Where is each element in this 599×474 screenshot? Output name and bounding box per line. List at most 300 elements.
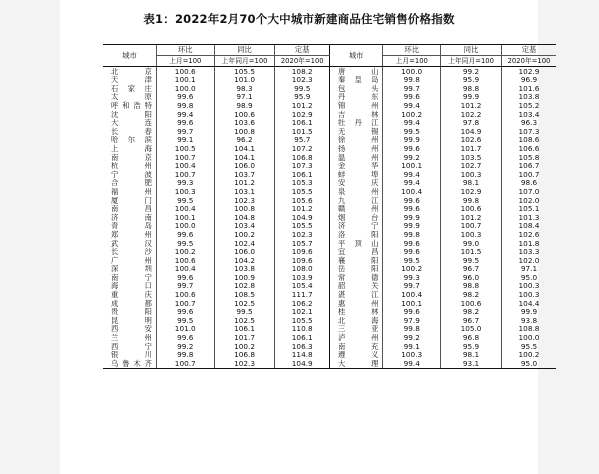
yoy-cell: 100.6 xyxy=(441,299,502,308)
table-row xyxy=(103,196,556,205)
city-cell: 济南 xyxy=(111,213,152,222)
city-cell: 温州 xyxy=(337,152,379,162)
city-cell: 锦州 xyxy=(337,101,379,110)
base-cell: 100.7 xyxy=(501,170,556,179)
city-cell: 深圳 xyxy=(111,264,152,274)
table-row xyxy=(103,144,556,153)
mom-cell: 99.6 xyxy=(156,333,214,342)
column-header-base: 定基 xyxy=(501,45,556,56)
city-cell: 南充 xyxy=(337,342,379,351)
mom-cell: 100.4 xyxy=(383,187,441,196)
yoy-cell: 97.8 xyxy=(441,119,502,128)
mom-cell: 99.8 xyxy=(156,101,214,110)
base-cell: 96.9 xyxy=(501,76,556,85)
base-cell: 106.1 xyxy=(275,170,329,179)
yoy-cell: 100.6 xyxy=(214,110,275,119)
base-cell: 102.9 xyxy=(275,110,329,119)
base-cell: 100.3 xyxy=(501,290,556,299)
mom-cell: 100.1 xyxy=(156,76,214,85)
city-cell: 上海 xyxy=(111,144,152,153)
table-row xyxy=(103,265,556,274)
table-row xyxy=(103,67,556,76)
yoy-cell: 100.2 xyxy=(214,230,275,239)
base-cell: 101.5 xyxy=(275,127,329,136)
base-cell: 95.7 xyxy=(275,136,329,145)
base-cell: 98.6 xyxy=(501,179,556,188)
base-cell: 107.3 xyxy=(501,127,556,136)
city-cell: 蚌埠 xyxy=(337,170,379,179)
mom-cell: 100.0 xyxy=(383,67,441,76)
mom-cell: 99.6 xyxy=(156,273,214,282)
yoy-cell: 98.2 xyxy=(441,308,502,317)
yoy-cell: 104.1 xyxy=(214,153,275,162)
mom-cell: 100.5 xyxy=(156,144,214,153)
city-cell: 西宁 xyxy=(111,342,152,351)
mom-cell: 99.7 xyxy=(383,282,441,291)
subheader-yoy: 上年同月=100 xyxy=(441,56,502,67)
city-cell: 泉州 xyxy=(337,187,379,196)
city-cell: 秦皇岛 xyxy=(337,75,379,85)
table-row xyxy=(103,127,556,136)
mom-cell: 99.7 xyxy=(383,84,441,93)
mom-cell: 99.6 xyxy=(383,308,441,317)
base-cell: 105.6 xyxy=(275,196,329,205)
column-header-yoy: 同比 xyxy=(441,45,502,56)
header-row xyxy=(103,45,556,56)
yoy-cell: 103.1 xyxy=(214,187,275,196)
city-cell: 包头 xyxy=(337,84,379,93)
mom-cell: 100.3 xyxy=(383,351,441,360)
base-cell: 95.5 xyxy=(501,342,556,351)
city-cell: 遵义 xyxy=(337,350,379,360)
yoy-cell: 103.6 xyxy=(214,119,275,128)
column-header-mom: 环比 xyxy=(383,45,441,56)
yoy-cell: 103.7 xyxy=(214,170,275,179)
table-row xyxy=(103,230,556,239)
mom-cell: 99.5 xyxy=(383,256,441,265)
city-cell: 南宁 xyxy=(111,273,152,282)
base-cell: 109.6 xyxy=(275,256,329,265)
city-cell: 襄阳 xyxy=(337,256,379,265)
city-cell: 福州 xyxy=(111,187,152,196)
yoy-cell: 98.1 xyxy=(441,351,502,360)
city-cell: 桂林 xyxy=(337,307,379,317)
base-cell: 107.3 xyxy=(275,162,329,171)
mom-cell: 99.2 xyxy=(383,333,441,342)
base-cell: 102.3 xyxy=(275,76,329,85)
table-row xyxy=(103,170,556,179)
mom-cell: 99.4 xyxy=(383,179,441,188)
yoy-cell: 103.4 xyxy=(214,222,275,231)
city-cell: 平顶山 xyxy=(337,238,379,248)
city-cell: 无锡 xyxy=(337,127,379,136)
yoy-cell: 108.5 xyxy=(214,290,275,299)
mom-cell: 99.1 xyxy=(156,136,214,145)
table-row xyxy=(103,247,556,256)
base-cell: 95.0 xyxy=(501,359,556,368)
mom-cell: 100.4 xyxy=(156,265,214,274)
column-header-yoy: 同比 xyxy=(214,45,275,56)
mom-cell: 99.6 xyxy=(156,308,214,317)
yoy-cell: 100.3 xyxy=(441,170,502,179)
base-cell: 103.3 xyxy=(501,247,556,256)
table-row xyxy=(103,290,556,299)
yoy-cell: 102.4 xyxy=(214,239,275,248)
mom-cell: 97.9 xyxy=(383,316,441,325)
yoy-cell: 101.5 xyxy=(441,247,502,256)
city-cell: 常德 xyxy=(337,273,379,282)
yoy-cell: 97.1 xyxy=(214,93,275,102)
yoy-cell: 100.2 xyxy=(214,342,275,351)
mom-cell: 100.6 xyxy=(156,256,214,265)
table-row xyxy=(103,136,556,145)
subheader-base: 2020年=100 xyxy=(501,56,556,67)
city-cell: 湛江 xyxy=(337,290,379,300)
base-cell: 106.8 xyxy=(275,153,329,162)
mom-cell: 99.6 xyxy=(156,119,214,128)
city-cell: 吉林 xyxy=(337,109,379,119)
base-cell: 95.0 xyxy=(501,273,556,282)
table-row xyxy=(103,76,556,85)
table-row xyxy=(103,101,556,110)
mom-cell: 100.7 xyxy=(156,153,214,162)
subheader-yoy: 上年同月=100 xyxy=(214,56,275,67)
base-cell: 104.4 xyxy=(501,299,556,308)
mom-cell: 100.0 xyxy=(156,84,214,93)
base-cell: 108.8 xyxy=(501,325,556,334)
column-header-city: 城市 xyxy=(103,45,156,67)
yoy-cell: 101.2 xyxy=(441,213,502,222)
city-cell: 昆明 xyxy=(111,316,152,325)
mom-cell: 99.5 xyxy=(156,316,214,325)
yoy-cell: 96.8 xyxy=(441,333,502,342)
mom-cell: 100.7 xyxy=(156,170,214,179)
yoy-cell: 102.5 xyxy=(214,316,275,325)
yoy-cell: 104.1 xyxy=(214,144,275,153)
city-cell: 徐州 xyxy=(337,135,379,145)
city-cell: 岳阳 xyxy=(337,264,379,274)
base-cell: 105.4 xyxy=(275,282,329,291)
table-row xyxy=(103,342,556,351)
yoy-cell: 106.1 xyxy=(214,325,275,334)
table-row xyxy=(103,205,556,214)
table-row xyxy=(103,187,556,196)
city-cell: 丹东 xyxy=(337,92,379,102)
yoy-cell: 99.2 xyxy=(441,67,502,76)
mom-cell: 99.8 xyxy=(383,325,441,334)
mom-cell: 99.3 xyxy=(156,179,214,188)
yoy-cell: 96.0 xyxy=(441,273,502,282)
base-cell: 101.2 xyxy=(275,101,329,110)
base-cell: 108.6 xyxy=(501,136,556,145)
yoy-cell: 95.9 xyxy=(441,342,502,351)
table-row xyxy=(103,162,556,171)
base-cell: 105.3 xyxy=(275,179,329,188)
mom-cell: 100.6 xyxy=(156,290,214,299)
city-cell: 北海 xyxy=(337,316,379,325)
city-cell: 牡丹江 xyxy=(337,118,379,128)
yoy-cell: 101.2 xyxy=(441,101,502,110)
yoy-cell: 103.8 xyxy=(214,265,275,274)
city-cell: 长春 xyxy=(111,127,152,136)
city-cell: 大理 xyxy=(329,359,382,368)
yoy-cell: 100.8 xyxy=(214,205,275,214)
base-cell: 108.2 xyxy=(275,67,329,76)
table-row xyxy=(103,333,556,342)
table-row xyxy=(103,93,556,102)
base-cell: 107.0 xyxy=(501,187,556,196)
yoy-cell: 105.5 xyxy=(214,67,275,76)
yoy-cell: 98.1 xyxy=(441,179,502,188)
base-cell: 103.9 xyxy=(275,273,329,282)
yoy-cell: 100.6 xyxy=(441,205,502,214)
mom-cell: 99.9 xyxy=(383,136,441,145)
table-row xyxy=(103,119,556,128)
yoy-cell: 102.9 xyxy=(441,187,502,196)
base-cell: 108.0 xyxy=(275,265,329,274)
base-cell: 93.8 xyxy=(501,316,556,325)
mom-cell: 99.7 xyxy=(156,282,214,291)
table-row xyxy=(103,351,556,360)
city-cell: 唐山 xyxy=(337,66,379,76)
mom-cell: 99.6 xyxy=(383,93,441,102)
mom-cell: 99.4 xyxy=(383,359,441,368)
yoy-cell: 100.3 xyxy=(441,230,502,239)
table-row xyxy=(103,273,556,282)
yoy-cell: 98.8 xyxy=(441,282,502,291)
yoy-cell: 99.5 xyxy=(441,256,502,265)
city-cell: 武汉 xyxy=(111,238,152,248)
city-cell: 兰州 xyxy=(111,333,152,342)
city-cell: 成都 xyxy=(111,299,152,308)
city-cell: 太原 xyxy=(111,92,152,102)
base-cell: 108.4 xyxy=(501,222,556,231)
mom-cell: 99.2 xyxy=(383,153,441,162)
city-cell: 宜昌 xyxy=(337,247,379,257)
yoy-cell: 100.8 xyxy=(214,127,275,136)
base-cell: 102.9 xyxy=(501,67,556,76)
base-cell: 109.6 xyxy=(275,247,329,256)
city-cell: 重庆 xyxy=(111,290,152,300)
base-cell: 99.5 xyxy=(275,84,329,93)
city-cell: 南京 xyxy=(111,152,152,162)
yoy-cell: 106.8 xyxy=(214,351,275,360)
base-cell: 104.9 xyxy=(275,359,329,368)
mom-cell: 99.3 xyxy=(383,273,441,282)
yoy-cell: 102.8 xyxy=(214,282,275,291)
yoy-cell: 98.3 xyxy=(214,84,275,93)
table-row xyxy=(103,299,556,308)
mom-cell: 99.8 xyxy=(156,351,214,360)
table-row xyxy=(103,222,556,231)
city-cell: 厦门 xyxy=(111,195,152,205)
base-cell: 102.6 xyxy=(501,230,556,239)
yoy-cell: 101.7 xyxy=(441,144,502,153)
base-cell: 102.0 xyxy=(501,196,556,205)
table-row xyxy=(103,359,556,368)
mom-cell: 100.7 xyxy=(156,299,214,308)
base-cell: 97.1 xyxy=(501,265,556,274)
base-cell: 105.8 xyxy=(501,153,556,162)
base-cell: 106.7 xyxy=(501,162,556,171)
yoy-cell: 96.7 xyxy=(441,265,502,274)
mom-cell: 100.3 xyxy=(156,187,214,196)
base-cell: 105.1 xyxy=(501,205,556,214)
yoy-cell: 104.2 xyxy=(214,256,275,265)
document-page xyxy=(60,0,551,474)
mom-cell: 99.6 xyxy=(156,230,214,239)
base-cell: 101.3 xyxy=(501,213,556,222)
base-cell: 105.5 xyxy=(275,222,329,231)
mom-cell: 99.5 xyxy=(383,127,441,136)
table-row xyxy=(103,239,556,248)
base-cell: 104.9 xyxy=(275,213,329,222)
base-cell: 100.0 xyxy=(501,333,556,342)
table-row xyxy=(103,84,556,93)
base-cell: 106.1 xyxy=(275,333,329,342)
subheader-mom: 上月=100 xyxy=(383,56,441,67)
table-row xyxy=(103,282,556,291)
yoy-cell: 102.5 xyxy=(214,299,275,308)
yoy-cell: 104.8 xyxy=(214,213,275,222)
yoy-cell: 100.7 xyxy=(441,222,502,231)
mom-cell: 99.2 xyxy=(156,342,214,351)
city-cell: 青岛 xyxy=(111,221,152,231)
city-cell: 郑州 xyxy=(111,230,152,239)
column-header-city: 城市 xyxy=(329,45,382,67)
city-cell: 石家庄 xyxy=(111,84,152,93)
mom-cell: 99.9 xyxy=(383,222,441,231)
table-row xyxy=(103,213,556,222)
base-cell: 102.3 xyxy=(275,230,329,239)
mom-cell: 100.2 xyxy=(383,265,441,274)
base-cell: 101.2 xyxy=(275,205,329,214)
mom-cell: 99.6 xyxy=(383,205,441,214)
city-cell: 天津 xyxy=(111,75,152,85)
city-cell: 南昌 xyxy=(111,204,152,214)
base-cell: 107.2 xyxy=(275,144,329,153)
base-cell: 100.3 xyxy=(501,282,556,291)
city-cell: 九江 xyxy=(337,195,379,205)
mom-cell: 99.4 xyxy=(383,170,441,179)
base-cell: 114.8 xyxy=(275,351,329,360)
yoy-cell: 101.2 xyxy=(214,179,275,188)
mom-cell: 99.6 xyxy=(156,93,214,102)
city-cell: 赣州 xyxy=(337,204,379,214)
mom-cell: 99.1 xyxy=(383,342,441,351)
yoy-cell: 102.7 xyxy=(441,162,502,171)
base-cell: 106.6 xyxy=(501,144,556,153)
city-cell: 金华 xyxy=(337,161,379,171)
table-row xyxy=(103,256,556,265)
mom-cell: 100.0 xyxy=(156,222,214,231)
yoy-cell: 106.0 xyxy=(214,162,275,171)
city-cell: 三亚 xyxy=(337,324,379,334)
base-cell: 101.6 xyxy=(501,84,556,93)
city-cell: 扬州 xyxy=(337,144,379,153)
mom-cell: 99.8 xyxy=(383,76,441,85)
mom-cell: 100.1 xyxy=(383,299,441,308)
table-row xyxy=(103,316,556,325)
yoy-cell: 103.5 xyxy=(441,153,502,162)
base-cell: 101.8 xyxy=(501,239,556,248)
mom-cell: 99.4 xyxy=(156,110,214,119)
yoy-cell: 101.0 xyxy=(214,76,275,85)
mom-cell: 100.2 xyxy=(156,247,214,256)
yoy-cell: 104.9 xyxy=(441,127,502,136)
mom-cell: 100.4 xyxy=(156,205,214,214)
mom-cell: 100.4 xyxy=(156,162,214,171)
base-cell: 105.5 xyxy=(275,187,329,196)
column-header-mom: 环比 xyxy=(156,45,214,56)
mom-cell: 99.6 xyxy=(383,144,441,153)
yoy-cell: 98.2 xyxy=(441,290,502,299)
city-cell: 西安 xyxy=(111,324,152,334)
yoy-cell: 99.8 xyxy=(441,196,502,205)
mom-cell: 100.6 xyxy=(156,67,214,76)
mom-cell: 99.9 xyxy=(383,213,441,222)
yoy-cell: 102.3 xyxy=(214,196,275,205)
yoy-cell: 99.9 xyxy=(441,93,502,102)
city-cell: 长沙 xyxy=(111,247,152,257)
yoy-cell: 106.0 xyxy=(214,247,275,256)
price-index-table xyxy=(103,44,556,369)
yoy-cell: 99.0 xyxy=(441,239,502,248)
city-cell: 惠州 xyxy=(337,299,379,308)
mom-cell: 99.4 xyxy=(383,101,441,110)
base-cell: 103.8 xyxy=(501,93,556,102)
base-cell: 106.1 xyxy=(275,119,329,128)
table-row xyxy=(103,179,556,188)
mom-cell: 99.5 xyxy=(156,196,214,205)
base-cell: 95.9 xyxy=(275,93,329,102)
mom-cell: 100.7 xyxy=(156,359,214,368)
yoy-cell: 98.8 xyxy=(441,84,502,93)
city-cell: 合肥 xyxy=(111,178,152,188)
yoy-cell: 102.2 xyxy=(441,110,502,119)
yoy-cell: 96.7 xyxy=(441,316,502,325)
city-cell: 泸州 xyxy=(337,333,379,342)
table-title: 表1：2022年2月70个大中城市新建商品住宅销售价格指数 xyxy=(143,12,455,26)
city-cell: 银川 xyxy=(111,350,152,360)
yoy-cell: 100.9 xyxy=(214,273,275,282)
city-cell: 济宁 xyxy=(337,221,379,231)
column-header-base: 定基 xyxy=(275,45,329,56)
yoy-cell: 101.7 xyxy=(214,333,275,342)
city-cell: 哈尔滨 xyxy=(111,135,152,145)
mom-cell: 100.1 xyxy=(383,162,441,171)
table-row xyxy=(103,308,556,317)
base-cell: 105.2 xyxy=(501,101,556,110)
yoy-cell: 93.1 xyxy=(441,359,502,368)
subheader-mom: 上月=100 xyxy=(156,56,214,67)
mom-cell: 99.4 xyxy=(383,119,441,128)
city-cell: 广州 xyxy=(111,256,152,265)
base-cell: 100.2 xyxy=(501,351,556,360)
yoy-cell: 102.6 xyxy=(441,136,502,145)
mom-cell: 99.6 xyxy=(383,196,441,205)
base-cell: 105.7 xyxy=(275,239,329,248)
base-cell: 111.7 xyxy=(275,290,329,299)
base-cell: 105.5 xyxy=(275,316,329,325)
mom-cell: 99.6 xyxy=(383,239,441,248)
table-row xyxy=(103,153,556,162)
city-cell: 贵阳 xyxy=(111,307,152,317)
base-cell: 106.3 xyxy=(275,342,329,351)
base-cell: 110.8 xyxy=(275,325,329,334)
city-cell: 沈阳 xyxy=(111,109,152,119)
city-cell: 北京 xyxy=(111,66,152,76)
